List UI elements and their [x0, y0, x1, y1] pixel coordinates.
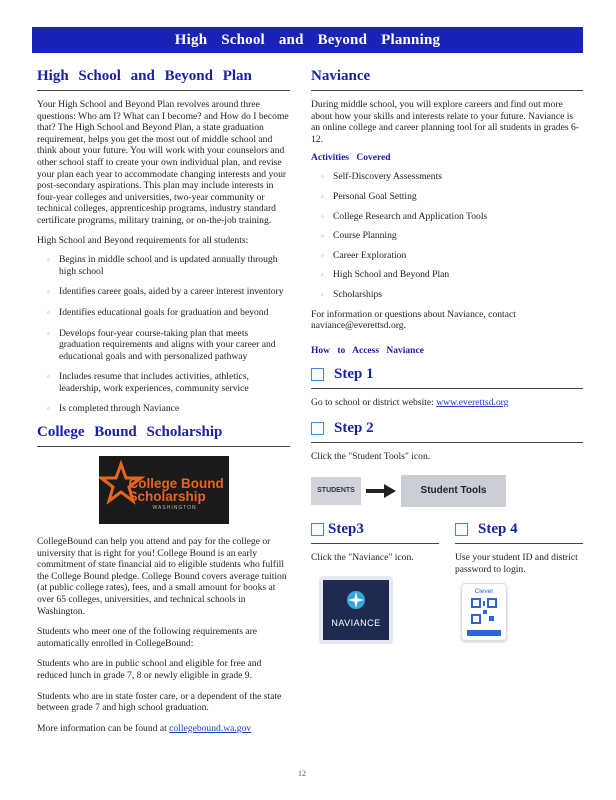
step-3 [311, 521, 439, 644]
divider [37, 90, 290, 91]
student-tools-button[interactable]: Student Tools [401, 475, 506, 507]
page-banner [32, 27, 583, 53]
access-heading: How to Access Naviance [311, 345, 424, 356]
requirements-list [37, 254, 290, 415]
checkbox-icon [311, 368, 324, 381]
divider [311, 442, 583, 443]
steps-3-4 [311, 521, 583, 644]
college-bound-logo [99, 456, 229, 524]
step-3-heading [311, 521, 439, 538]
list-item: ◦ Includes resume that includes activities, athletics, leadership, work experiences, community service [37, 371, 290, 394]
cbs-more-info [37, 723, 290, 735]
naviance-intro: During middle school, you will explore careers and find out more about how your skills and interests relate to your future. Naviance is an online college and career planning tool for all students in grades 6-12. [311, 99, 580, 145]
page-number: 12 [298, 769, 306, 778]
step-4-text: Use your student ID and district password to login. [455, 551, 578, 575]
qr-code-icon [471, 598, 497, 624]
checkbox-icon [311, 422, 324, 435]
divider [311, 90, 583, 91]
activities-heading: Activities Covered [311, 153, 391, 164]
step-1-heading [311, 366, 583, 383]
list-item: ◦ Develops four-year course-taking plan that meets graduation requirements and aligns with your career and educational goals and with personalized pathway [37, 328, 290, 363]
collegebound-link[interactable]: collegebound.wa.gov [169, 722, 252, 734]
list-item: ◦ Career Exploration [311, 250, 583, 262]
step-4 [455, 521, 583, 644]
district-website-link[interactable]: www.everettsd.org [436, 396, 509, 408]
divider [455, 543, 583, 544]
step-3-text: Click the "Naviance" icon. [311, 551, 414, 563]
clever-label: Clever [474, 588, 494, 596]
list-item: ◦ Personal Goal Setting [311, 191, 583, 203]
logo-line2: Scholarship [128, 489, 206, 505]
compass-icon [323, 580, 389, 640]
cbs-paragraph-3: Students who are in public school and eligible for free and reduced lunch in grade 7, 8 or newly eligible in grade 9. [37, 658, 262, 681]
list-item: ◦ Identifies educational goals for graduation and beyond [37, 307, 290, 319]
step-4-heading [455, 521, 583, 538]
hsbp-heading: High School and Beyond Plan [37, 68, 252, 84]
list-item: ◦ Self-Discovery Assessments [311, 171, 583, 183]
step-1-instructions: Go to school or district website: [311, 396, 437, 408]
right-column [311, 68, 583, 644]
step-2-text: Click the "Student Tools" icon. [311, 451, 431, 463]
list-item: ◦ Is completed through Naviance [37, 403, 290, 415]
list-item: ◦ College Research and Application Tools [311, 211, 583, 223]
cbs-paragraph-2: Students who meet one of the following requirements are automatically enrolled in CollegeBound: [37, 626, 258, 649]
cbs-heading: College Bound Scholarship [37, 424, 223, 441]
activities-list [311, 171, 583, 300]
students-button[interactable]: STUDENTS [311, 477, 361, 505]
more-info-text: More information can be found at [37, 722, 170, 734]
naviance-heading: Naviance [311, 68, 371, 84]
cbs-paragraph-1: CollegeBound can help you attend and pay for the college or university that is right for you! College Bound is an early commitment of state financial aid to eligible students who fulfill the College Bound pledge. College Bound covers average tuition (at public college rates), fees, and a small amount for books at over 65 colleges, universities, and technical schools in Washington. [37, 536, 287, 617]
divider [311, 388, 583, 389]
banner-title: High School and Beyond Planning [174, 32, 441, 48]
checkbox-icon [311, 523, 324, 536]
divider [37, 446, 290, 447]
checkbox-icon [455, 523, 468, 536]
requirements-intro: High School and Beyond requirements for all students: [37, 234, 249, 246]
contact-text: For information or questions about Naviance, contact naviance@everettsd.org. [311, 308, 516, 332]
list-item: ◦ Course Planning [311, 230, 583, 242]
list-item: ◦ High School and Beyond Plan [311, 269, 583, 281]
student-tools-graphic [311, 475, 583, 507]
clever-badge[interactable] [461, 583, 507, 641]
hsbp-intro: Your High School and Beyond Plan revolves around three questions: Who am I? What can I become? and How do I become that? The High School and Beyond Plan, a state graduation requirement, helps you get the most out of middle school and think about your future. You will work with your counselors and other school staff to create your own individual plan, and revise your plan each year to accommodate changing interests and your post-secondary aspirations. This plan may include interests in four-year colleges and universities, two-year community or technical colleges, apprenticeship programs, industry standard certificate programs, military training, or on-the-job training. [37, 99, 289, 226]
step-4-label: Step 4 [478, 520, 518, 537]
step-1-text [311, 397, 583, 409]
divider [311, 543, 439, 544]
step-1-label: Step 1 [334, 365, 374, 382]
naviance-logo-text: NAVIANCE [331, 617, 381, 628]
logo-line1: College Bound [128, 476, 224, 492]
step-2-heading [311, 420, 583, 437]
cbs-paragraph-4: Students who are in state foster care, or a dependent of the state between grade 7 and high school graduation. [37, 690, 282, 714]
step-3-label: Step3 [328, 520, 364, 537]
left-column [37, 68, 290, 742]
list-item: ◦ Identifies career goals, aided by a career interest inventory [37, 286, 290, 298]
logo-line3: WASHINGTON [152, 505, 197, 512]
list-item: ◦ Begins in middle school and is updated annually through high school [37, 254, 290, 277]
arrow-right-icon [361, 477, 401, 505]
naviance-logo[interactable] [319, 576, 393, 644]
clever-footer-bar [467, 630, 501, 636]
list-item: ◦ Scholarships [311, 289, 583, 301]
step-2-label: Step 2 [334, 420, 374, 437]
